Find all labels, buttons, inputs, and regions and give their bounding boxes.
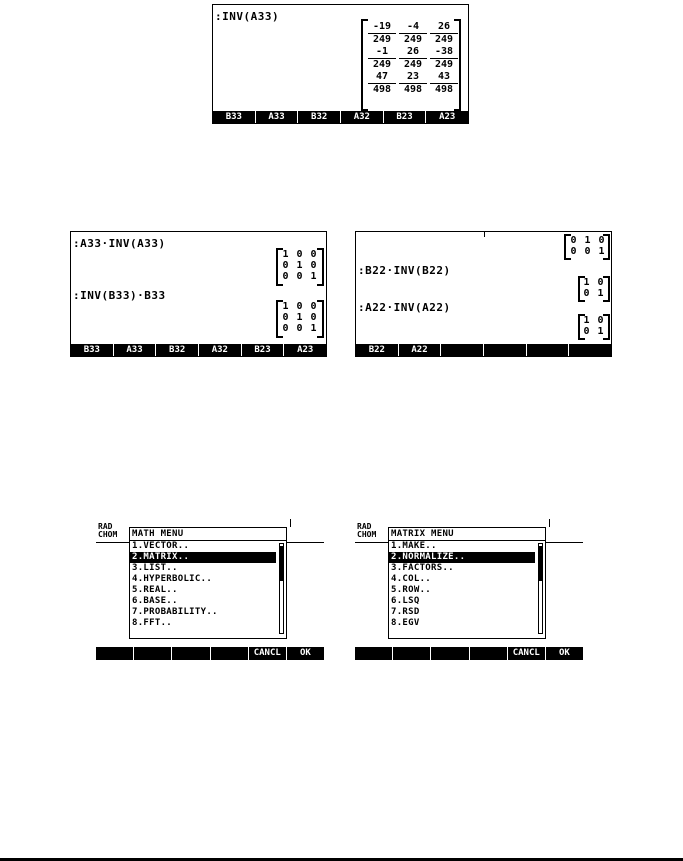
fraction-cell bbox=[368, 22, 396, 45]
menu-item[interactable]: 3.FACTORS.. bbox=[391, 563, 454, 573]
math-menu bbox=[129, 527, 287, 639]
top-matrix-grid bbox=[569, 235, 606, 257]
fraction-cell bbox=[430, 22, 458, 45]
menu-item[interactable]: 8.FFT.. bbox=[132, 618, 173, 628]
numerator: 26 bbox=[399, 47, 427, 59]
matrix-cell: 0 bbox=[296, 323, 303, 334]
softkey-1[interactable]: B33 bbox=[225, 112, 242, 122]
softkey-2[interactable]: A33 bbox=[255, 111, 298, 123]
matrix-cell: 0 bbox=[597, 277, 604, 288]
softkey-5[interactable] bbox=[526, 344, 569, 356]
menu-item[interactable]: 1.VECTOR.. bbox=[132, 541, 190, 551]
matrix-cell: 0 bbox=[310, 301, 317, 312]
menu-item[interactable]: 8.EGV bbox=[391, 618, 420, 628]
softkey-5[interactable]: B23 bbox=[383, 111, 426, 123]
softkey-6[interactable] bbox=[568, 344, 611, 356]
numerator: 26 bbox=[430, 22, 458, 34]
result-matrix bbox=[361, 19, 461, 109]
softkey-6[interactable]: OK bbox=[545, 647, 583, 660]
fraction-cell bbox=[399, 72, 427, 95]
menu-item[interactable]: 6.LSQ bbox=[391, 596, 420, 606]
matrix-cell: 0 bbox=[598, 235, 605, 246]
softkey-1[interactable]: B33 bbox=[83, 345, 100, 355]
softkey-3[interactable] bbox=[430, 647, 468, 660]
calculator-screen-math-menu bbox=[96, 517, 324, 660]
status-sub: CHOM bbox=[357, 530, 377, 539]
identity-matrix-1 bbox=[578, 276, 610, 300]
identity-grid-1 bbox=[582, 277, 605, 299]
fraction-cell bbox=[430, 47, 458, 70]
softkey-6[interactable]: A23 bbox=[283, 344, 326, 356]
calculator-screen-matrix-menu bbox=[355, 517, 583, 660]
matrix-cell: 0 bbox=[296, 249, 303, 260]
menu-item[interactable]: 2.MATRIX.. bbox=[130, 552, 276, 563]
fraction-row bbox=[368, 72, 458, 95]
softkey-1[interactable] bbox=[355, 647, 392, 660]
matrix-cell: 1 bbox=[598, 246, 605, 257]
numerator: -38 bbox=[430, 47, 458, 59]
softkey-2[interactable] bbox=[392, 647, 430, 660]
matrix-row bbox=[281, 323, 318, 334]
matrix-cell: 0 bbox=[282, 312, 289, 323]
denominator: 249 bbox=[372, 34, 392, 45]
matrix-cell: 1 bbox=[597, 288, 604, 299]
softkey-1[interactable] bbox=[96, 647, 133, 660]
matrix-cell: 1 bbox=[583, 315, 590, 326]
fraction-grid bbox=[368, 22, 458, 97]
identity-grid-2 bbox=[582, 315, 605, 337]
softkey-2[interactable]: A33 bbox=[113, 344, 156, 356]
menu-item[interactable]: 5.REAL.. bbox=[132, 585, 178, 595]
denominator: 249 bbox=[403, 34, 423, 45]
status-mode: RAD bbox=[357, 522, 372, 531]
menu-item[interactable]: 1.MAKE.. bbox=[391, 541, 437, 551]
softkey-4[interactable] bbox=[483, 344, 526, 356]
matrix-row bbox=[569, 246, 606, 257]
denominator: 498 bbox=[403, 84, 423, 95]
numerator: 47 bbox=[368, 72, 396, 84]
matrix-cell: 0 bbox=[282, 271, 289, 282]
command-line-1: :A33·INV(A33) bbox=[73, 237, 166, 250]
matrix-cell: 0 bbox=[570, 246, 577, 257]
denominator: 249 bbox=[403, 59, 423, 70]
matrix-row bbox=[281, 312, 318, 323]
softkey-2[interactable]: A22 bbox=[398, 344, 441, 356]
softkey-bar bbox=[96, 647, 324, 660]
status-mode: RAD bbox=[98, 522, 113, 531]
command-line: :INV(A33) bbox=[215, 10, 280, 23]
denominator: 249 bbox=[434, 34, 454, 45]
softkey-bar bbox=[213, 111, 468, 123]
matrix-row bbox=[582, 326, 605, 337]
matrix-cell: 1 bbox=[310, 323, 317, 334]
matrix-cell: 1 bbox=[296, 312, 303, 323]
identity-grid-1 bbox=[281, 249, 318, 282]
top-matrix bbox=[564, 234, 610, 258]
numerator: -19 bbox=[368, 22, 396, 34]
fraction-cell bbox=[368, 72, 396, 95]
softkey-4[interactable] bbox=[210, 647, 248, 660]
matrix-cell: 1 bbox=[583, 277, 590, 288]
fraction-row bbox=[368, 47, 458, 70]
menu-item[interactable]: 7.RSD bbox=[391, 607, 420, 617]
matrix-cell: 0 bbox=[597, 315, 604, 326]
matrix-row bbox=[582, 288, 605, 299]
numerator: -4 bbox=[399, 22, 427, 34]
identity-matrix-2 bbox=[578, 314, 610, 338]
softkey-bar bbox=[71, 344, 326, 356]
menu-item[interactable]: 6.BASE.. bbox=[132, 596, 178, 606]
matrix-row bbox=[281, 271, 318, 282]
softkey-6[interactable]: A23 bbox=[425, 111, 468, 123]
matrix-cell: 0 bbox=[310, 312, 317, 323]
softkey-4[interactable] bbox=[469, 647, 507, 660]
denominator: 249 bbox=[372, 59, 392, 70]
identity-grid-2 bbox=[281, 301, 318, 334]
menu-title: MATH MENU bbox=[130, 528, 286, 541]
matrix-cell: 1 bbox=[282, 301, 289, 312]
fraction-cell bbox=[430, 72, 458, 95]
matrix-cell: 0 bbox=[584, 246, 591, 257]
menu-item[interactable]: 4.COL.. bbox=[391, 574, 432, 584]
matrix-cell: 0 bbox=[310, 249, 317, 260]
matrix-row bbox=[582, 315, 605, 326]
softkey-4[interactable]: A32 bbox=[198, 344, 241, 356]
calculator-screen-inverse bbox=[212, 4, 469, 124]
softkey-6[interactable]: OK bbox=[286, 647, 324, 660]
menu-item[interactable]: 2.NORMALIZE.. bbox=[389, 552, 535, 563]
status-sub: CHOM bbox=[98, 530, 118, 539]
calculator-screen-identity-2x2 bbox=[355, 231, 612, 357]
softkey-4[interactable]: A32 bbox=[340, 111, 383, 123]
scrollbar[interactable] bbox=[279, 543, 284, 634]
softkey-bar bbox=[356, 344, 611, 356]
matrix-cell: 0 bbox=[282, 323, 289, 334]
matrix-menu bbox=[388, 527, 546, 639]
softkey-5[interactable]: CANCL bbox=[507, 647, 545, 660]
command-line-1: :B22·INV(B22) bbox=[358, 264, 451, 277]
matrix-row bbox=[582, 277, 605, 288]
matrix-cell: 0 bbox=[583, 288, 590, 299]
denominator: 249 bbox=[434, 59, 454, 70]
softkey-2[interactable] bbox=[133, 647, 171, 660]
softkey-bar bbox=[355, 647, 583, 660]
matrix-row bbox=[281, 260, 318, 271]
matrix-cell: 1 bbox=[597, 326, 604, 337]
softkey-5[interactable]: B23 bbox=[241, 344, 284, 356]
matrix-cell: 1 bbox=[584, 235, 591, 246]
matrix-cell: 0 bbox=[296, 301, 303, 312]
fraction-row bbox=[368, 22, 458, 45]
denominator: 498 bbox=[434, 84, 454, 95]
matrix-cell: 0 bbox=[310, 260, 317, 271]
identity-matrix-2 bbox=[276, 300, 324, 336]
calculator-screen-identity-3x3 bbox=[70, 231, 327, 357]
menu-item[interactable]: 7.PROBABILITY.. bbox=[132, 607, 218, 617]
menu-item[interactable]: 4.HYPERBOLIC.. bbox=[132, 574, 213, 584]
softkey-3[interactable] bbox=[440, 344, 483, 356]
matrix-cell: 1 bbox=[296, 260, 303, 271]
matrix-row bbox=[281, 301, 318, 312]
scrollbar[interactable] bbox=[538, 543, 543, 634]
fraction-cell bbox=[399, 22, 427, 45]
matrix-cell: 0 bbox=[296, 271, 303, 282]
matrix-cell: 0 bbox=[570, 235, 577, 246]
matrix-row bbox=[569, 235, 606, 246]
softkey-3[interactable] bbox=[171, 647, 209, 660]
identity-matrix-1 bbox=[276, 248, 324, 284]
numerator: 43 bbox=[430, 72, 458, 84]
fraction-cell bbox=[368, 47, 396, 70]
menu-item[interactable]: 5.ROW.. bbox=[391, 585, 432, 595]
menu-title: MATRIX MENU bbox=[389, 528, 545, 541]
matrix-cell: 0 bbox=[282, 260, 289, 271]
matrix-cell: 0 bbox=[583, 326, 590, 337]
softkey-1[interactable]: B22 bbox=[368, 345, 385, 355]
fraction-cell bbox=[399, 47, 427, 70]
softkey-3[interactable]: B32 bbox=[155, 344, 198, 356]
menu-item[interactable]: 3.LIST.. bbox=[132, 563, 178, 573]
softkey-5[interactable]: CANCL bbox=[248, 647, 286, 660]
matrix-cell: 1 bbox=[282, 249, 289, 260]
numerator: -1 bbox=[368, 47, 396, 59]
matrix-cell: 1 bbox=[310, 271, 317, 282]
command-line-2: :A22·INV(A22) bbox=[358, 301, 451, 314]
softkey-3[interactable]: B32 bbox=[297, 111, 340, 123]
numerator: 23 bbox=[399, 72, 427, 84]
command-line-2: :INV(B33)·B33 bbox=[73, 289, 166, 302]
matrix-row bbox=[281, 249, 318, 260]
denominator: 498 bbox=[372, 84, 392, 95]
